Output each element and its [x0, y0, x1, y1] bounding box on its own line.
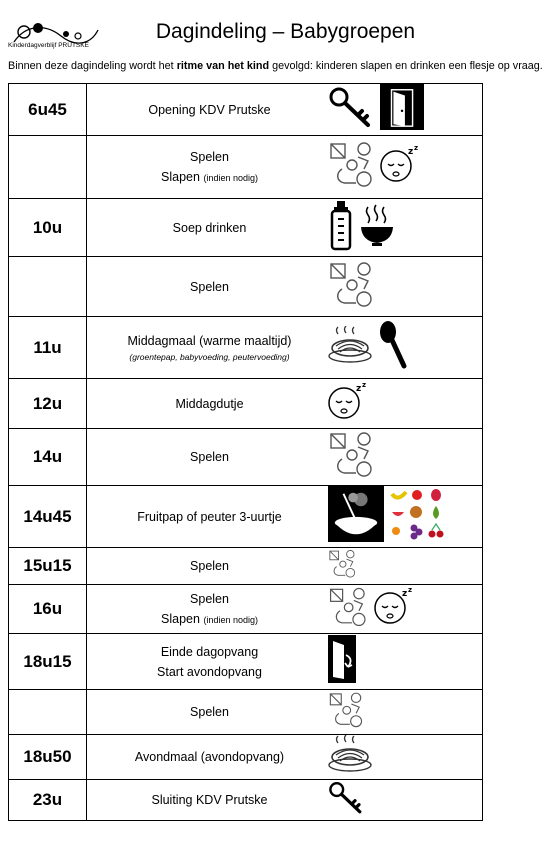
activity-cell	[87, 317, 483, 379]
activity-line2-small: (indien nodig)	[203, 172, 258, 183]
activity-line1: Spelen	[190, 559, 229, 573]
icon-group	[328, 378, 370, 428]
activity-line1: Fruitpap of peuter 3-uurtje	[137, 509, 282, 524]
time-cell: 18u15	[9, 634, 87, 690]
icon-group	[328, 316, 408, 378]
activity-line1: Middagdutje	[175, 396, 244, 411]
logo-text: Kinderdagverblijf PRUTSKE	[8, 42, 89, 49]
sleep-icon	[328, 381, 370, 426]
activity-note: (groentepap, babyvoeding, peutervoeding)	[129, 352, 290, 362]
spoon-icon	[378, 320, 408, 375]
activity-cell	[87, 634, 483, 690]
time-cell: 14u	[9, 429, 87, 486]
activity-line1: Spelen	[190, 591, 229, 606]
table-row	[9, 548, 483, 585]
door-icon	[380, 84, 424, 135]
activity-line1: Opening KDV Prutske	[148, 102, 271, 117]
time-cell: 15u15	[9, 548, 87, 585]
activity-line1: Avondmaal (avondopvang)	[134, 750, 285, 764]
activity-cell	[87, 548, 483, 585]
sleep-icon	[380, 144, 422, 189]
time-cell	[9, 257, 87, 317]
table-row	[9, 379, 483, 429]
svg-text:z: z	[414, 144, 419, 152]
soup-bowl-icon	[360, 203, 394, 252]
time-cell: 6u45	[9, 84, 87, 136]
activity-line1: Spelen	[190, 279, 229, 294]
time-cell: 16u	[9, 585, 87, 634]
activity-line2-main: Start avondopvang	[157, 664, 262, 679]
svg-text:z: z	[356, 383, 362, 394]
activity-line2-small: (indien nodig)	[203, 614, 258, 625]
activity-line2-main: Slapen	[161, 611, 200, 626]
table-row	[9, 257, 483, 317]
svg-text:z: z	[362, 380, 367, 389]
time-cell: 18u50	[9, 735, 87, 780]
intro-post: gevolgd: kinderen slapen en drinken een flesje op vraag.	[269, 60, 543, 72]
icon-group	[328, 428, 374, 485]
table-row	[9, 690, 483, 735]
time-cell	[9, 136, 87, 199]
activity-line2-main: Slapen	[161, 169, 200, 184]
activity-line1: Spelen	[190, 705, 229, 719]
table-row	[9, 199, 483, 257]
activity-cell	[87, 257, 483, 317]
sleep-icon	[374, 586, 416, 631]
activity-line2	[87, 167, 332, 188]
activity-line1: Middagmaal (warme maaltijd)	[127, 334, 292, 348]
activity-line1: Spelen	[190, 450, 229, 464]
icon-group	[328, 135, 422, 198]
page-title: Dagindeling – Babygroepen	[155, 20, 416, 43]
icon-group	[328, 633, 356, 689]
icon-group	[328, 584, 416, 633]
bottle-icon	[328, 199, 354, 256]
table-row	[9, 780, 483, 821]
icon-group	[328, 779, 365, 820]
intro-text	[8, 60, 543, 72]
activity-cell	[87, 429, 483, 486]
activity-line1: Spelen	[190, 149, 229, 164]
activity-line1: Einde dagopvang	[160, 644, 259, 659]
icon-group	[328, 689, 364, 734]
table-row	[9, 429, 483, 486]
activity-line1: Soep drinken	[172, 220, 247, 235]
time-cell: 10u	[9, 199, 87, 257]
icon-group	[328, 83, 424, 135]
play-icon	[328, 585, 368, 633]
icon-group	[328, 485, 446, 547]
play-icon	[328, 690, 364, 734]
play-icon	[328, 139, 374, 194]
door-exit-icon	[328, 635, 356, 688]
play-icon	[328, 259, 374, 314]
table-row	[9, 735, 483, 780]
key-icon	[328, 85, 374, 134]
time-cell: 12u	[9, 379, 87, 429]
svg-text:z: z	[408, 147, 414, 157]
svg-text:z: z	[407, 586, 412, 594]
key-icon	[328, 780, 365, 820]
icon-group	[328, 734, 372, 779]
pasta-plate-icon	[328, 326, 372, 369]
activity-cell	[87, 199, 483, 257]
time-cell	[9, 690, 87, 735]
activity-line2	[87, 662, 332, 682]
icon-group	[328, 256, 374, 316]
intro-pre: Binnen deze dagindeling wordt het	[8, 60, 177, 72]
activity-line1: Sluiting KDV Prutske	[151, 793, 268, 807]
svg-text:z: z	[401, 589, 407, 599]
icon-group	[328, 198, 394, 256]
activity-cell	[87, 690, 483, 735]
activity-cell	[87, 780, 483, 821]
time-cell: 11u	[9, 317, 87, 379]
fruit-bowl-icon	[328, 486, 384, 547]
activity-cell	[87, 136, 483, 199]
activity-cell	[87, 379, 483, 429]
activity-cell	[87, 735, 483, 780]
pasta-plate-icon	[328, 735, 372, 778]
intro-bold: ritme van het kind	[176, 60, 270, 72]
time-cell: 14u45	[9, 486, 87, 548]
activity-line2	[87, 609, 332, 630]
icon-group	[328, 547, 357, 584]
play-icon	[328, 429, 374, 484]
activity-cell	[87, 585, 483, 634]
table-row	[9, 634, 483, 690]
table-row	[9, 317, 483, 379]
play-icon	[328, 548, 357, 584]
fruits-icon	[390, 486, 446, 547]
time-cell: 23u	[9, 780, 87, 821]
